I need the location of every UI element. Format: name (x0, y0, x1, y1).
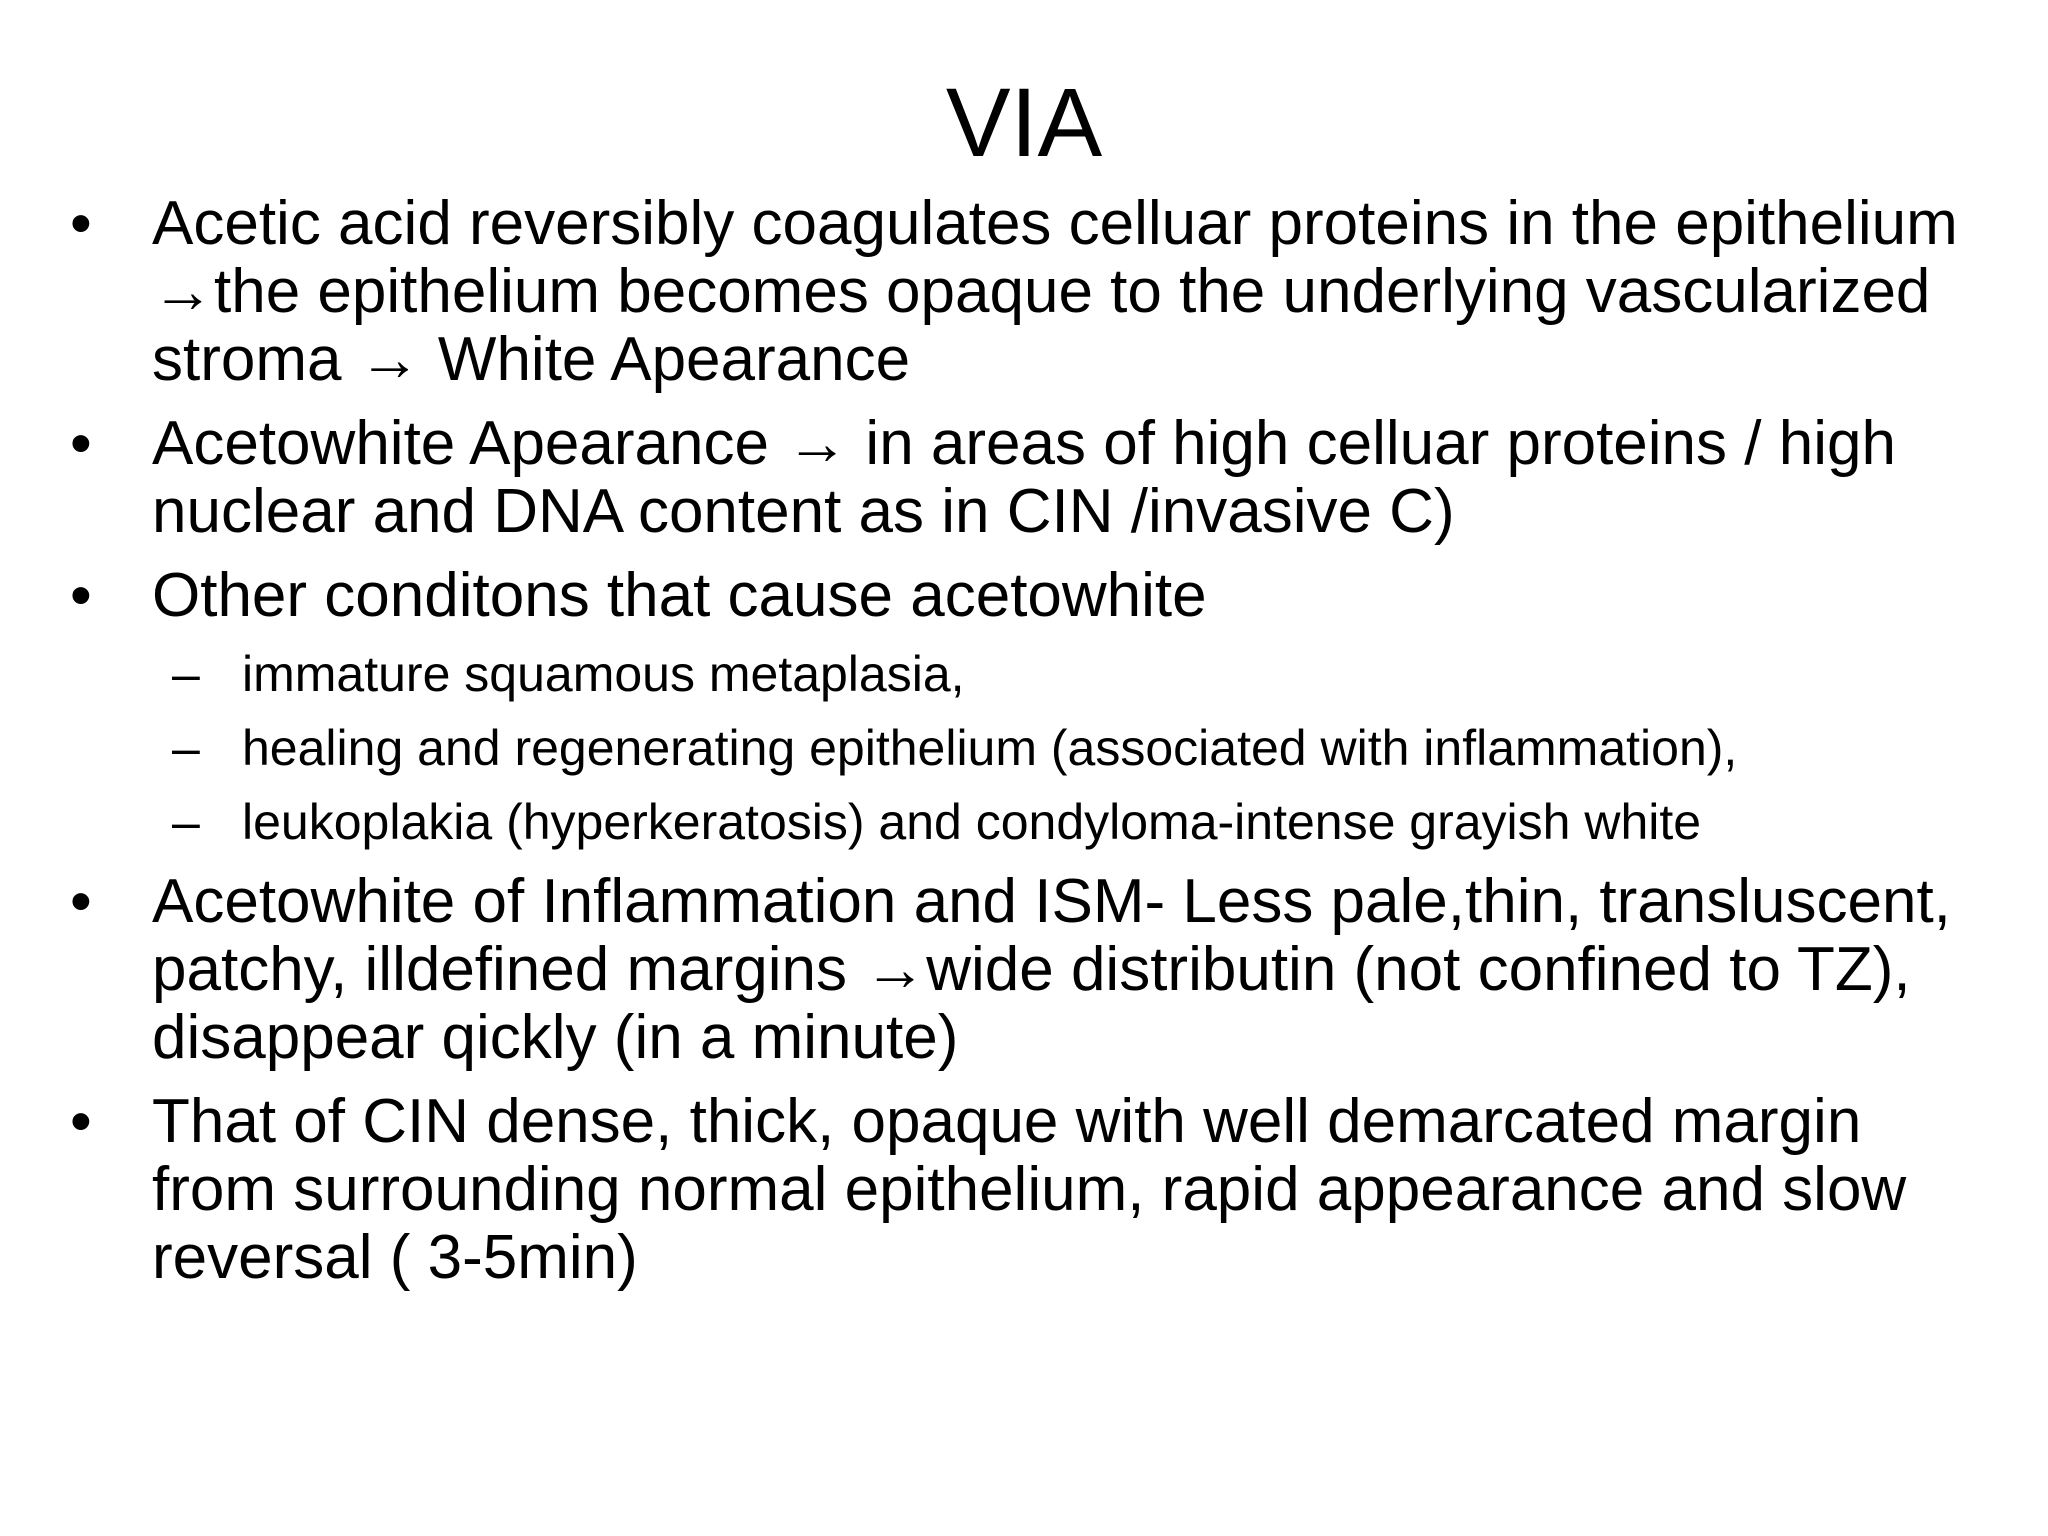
bullet-item-1 (70, 190, 2000, 394)
sub-bullet-list (152, 644, 2000, 852)
slide-content (70, 190, 2000, 1308)
sub-bullet-item-1 (152, 644, 2000, 704)
slide-title: VIA (945, 68, 1103, 177)
sub-bullet-item-3 (152, 792, 2000, 852)
bullet-marker: • (70, 1087, 92, 1156)
bullet-marker: • (70, 867, 92, 936)
sub-bullet-item-2 (152, 718, 2000, 778)
bullet-text: Other conditons that cause acetowhite (152, 561, 1207, 630)
bullet-item-4 (70, 868, 2000, 1072)
bullet-marker: • (70, 561, 92, 630)
sub-bullet-text: healing and regenerating epithelium (associated with inflammation), (242, 720, 1738, 776)
sub-bullet-text: immature squamous metaplasia, (242, 646, 965, 702)
bullet-item-3 (70, 562, 2000, 852)
bullet-marker: • (70, 189, 92, 258)
bullet-marker: • (70, 409, 92, 478)
bullet-text: Acetowhite of Inflammation and ISM- Less pale,thin, transluscent, patchy, illdefined margins →wide distributin (not confined to TZ), disappear qickly (in a minute) (152, 867, 1951, 1072)
dash-marker: – (172, 646, 200, 702)
bullet-list (70, 190, 2000, 1292)
sub-bullet-text: leukoplakia (hyperkeratosis) and condyloma-intense grayish white (242, 794, 1702, 850)
bullet-text: Acetowhite Apearance → in areas of high celluar proteins / high nuclear and DNA content as in CIN /invasive C) (152, 409, 1896, 546)
dash-marker: – (172, 794, 200, 850)
dash-marker: – (172, 720, 200, 776)
bullet-item-5 (70, 1088, 2000, 1292)
bullet-item-2 (70, 410, 2000, 546)
bullet-text: That of CIN dense, thick, opaque with well demarcated margin from surrounding normal epithelium, rapid appearance and slow reversal ( 3-5min) (152, 1087, 1907, 1292)
bullet-text: Acetic acid reversibly coagulates celluar proteins in the epithelium →the epithelium becomes opaque to the underlying vascularized stroma → White Apearance (152, 189, 1958, 394)
